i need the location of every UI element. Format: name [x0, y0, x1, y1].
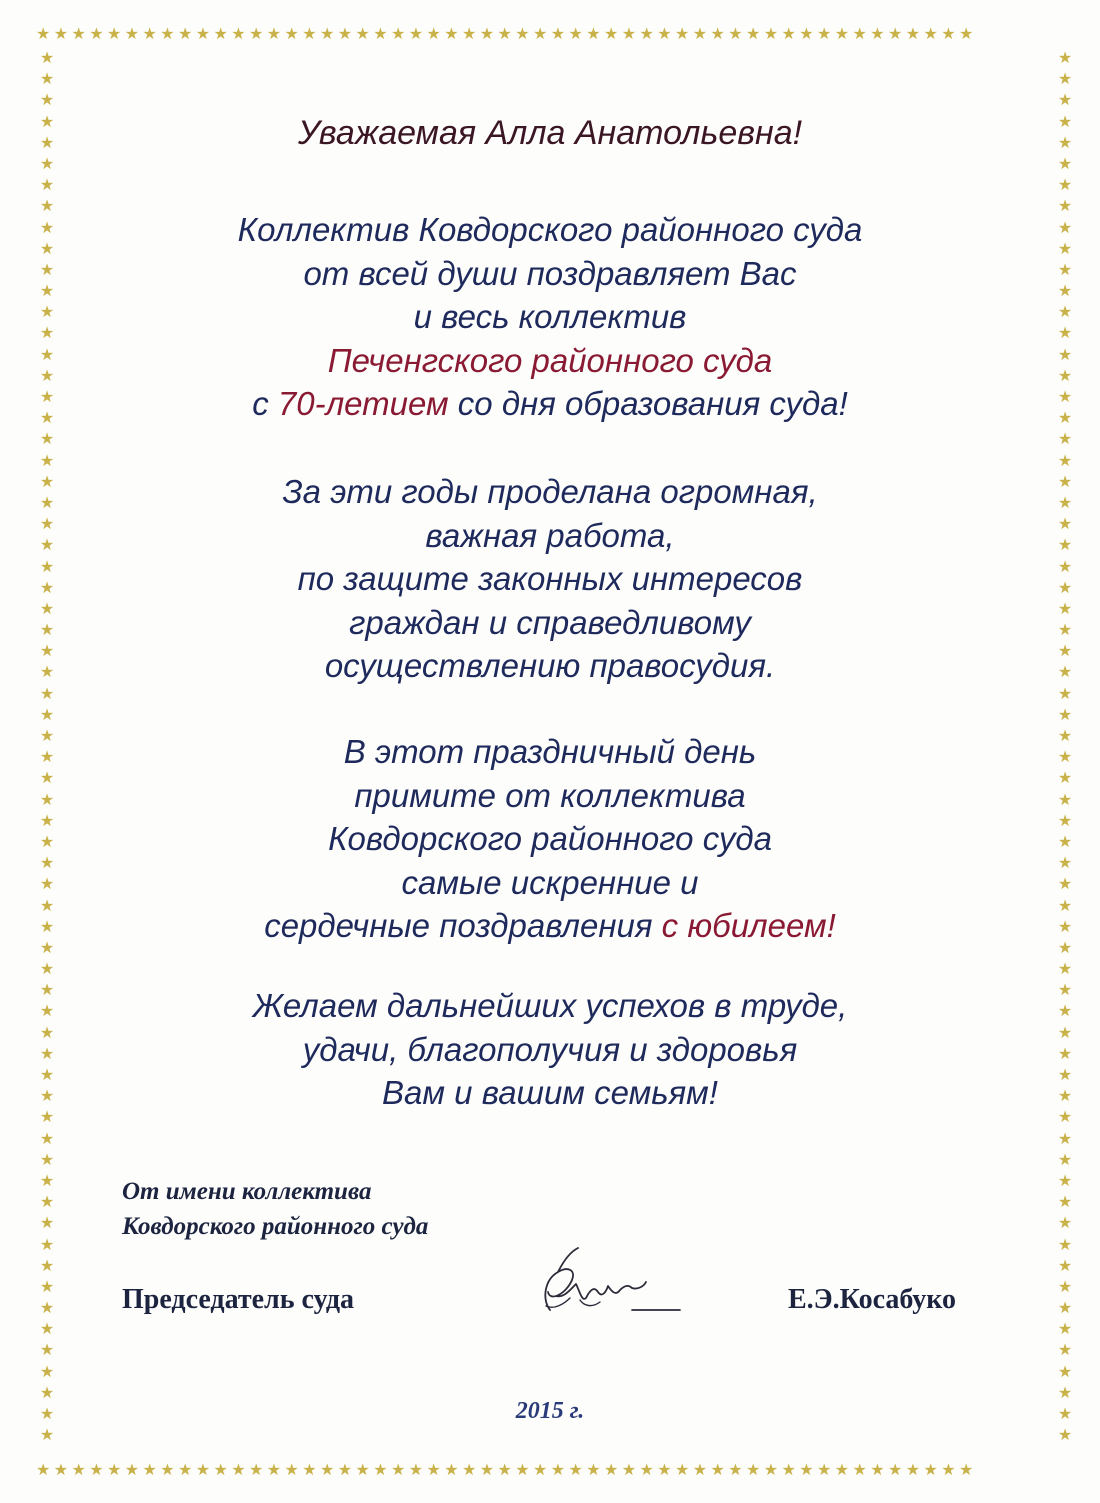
right-star-border [1056, 50, 1074, 1458]
star-icon: ★ [39, 50, 55, 67]
left-star-border [38, 50, 56, 1458]
star-icon: ★ [781, 26, 800, 42]
text-line-jubilee [120, 904, 980, 948]
text-line-anniversary [120, 382, 980, 426]
star-icon: ★ [1057, 980, 1073, 1000]
star-icon: ★ [39, 365, 55, 385]
text-line: За эти годы проделана огромная, [282, 473, 818, 510]
star-icon: ★ [533, 26, 551, 42]
star-icon: ★ [852, 1462, 871, 1478]
star-icon: ★ [195, 1462, 214, 1478]
star-icon: ★ [1057, 1001, 1073, 1021]
star-icon: ★ [1057, 1086, 1073, 1106]
star-icon: ★ [1057, 429, 1073, 449]
star-icon: ★ [1057, 937, 1073, 957]
star-icon: ★ [39, 789, 55, 809]
star-icon: ★ [1057, 132, 1073, 152]
top-star-border [36, 26, 1068, 42]
star-icon: ★ [39, 1255, 55, 1275]
text-line: важная работа, [425, 516, 675, 554]
star-icon: ★ [39, 535, 55, 555]
star-icon: ★ [39, 153, 55, 173]
star-icon: ★ [266, 1462, 285, 1478]
star-icon: ★ [195, 26, 214, 42]
star-icon: ★ [1057, 1043, 1073, 1063]
star-icon: ★ [39, 747, 55, 767]
star-icon: ★ [515, 1462, 533, 1478]
star-icon: ★ [142, 26, 161, 42]
star-icon: ★ [710, 26, 729, 42]
star-icon: ★ [888, 26, 906, 42]
star-icon: ★ [337, 1462, 356, 1478]
star-icon: ★ [355, 1462, 374, 1478]
chair-name: Е.Э.Косабуко [788, 1284, 957, 1315]
star-icon: ★ [1057, 344, 1073, 364]
star-icon: ★ [728, 26, 746, 42]
star-icon: ★ [621, 1462, 640, 1478]
text-line: осуществлению правосудия. [324, 647, 776, 684]
text-line: примите от коллектива [354, 776, 746, 814]
star-icon: ★ [639, 1462, 658, 1478]
star-icon: ★ [337, 26, 356, 42]
star-icon: ★ [53, 26, 72, 42]
star-icon: ★ [39, 1298, 55, 1318]
star-icon: ★ [746, 1462, 764, 1478]
star-icon: ★ [1057, 535, 1073, 555]
star-icon: ★ [39, 577, 55, 597]
anniversary-highlight: 70-летием [277, 385, 449, 422]
text-line: Желаем дальнейших успехов в труде, [252, 987, 848, 1024]
star-icon: ★ [533, 1462, 551, 1478]
text-line: и весь коллектив [413, 298, 687, 335]
star-icon: ★ [1057, 789, 1073, 809]
star-icon: ★ [1057, 450, 1073, 470]
star-icon: ★ [1057, 959, 1073, 979]
star-icon: ★ [39, 238, 55, 258]
star-icon: ★ [799, 26, 817, 42]
star-icon: ★ [1057, 1065, 1073, 1084]
star-icon: ★ [746, 26, 764, 42]
star-icon: ★ [1057, 895, 1073, 915]
star-icon: ★ [1057, 50, 1073, 67]
star-icon: ★ [1057, 196, 1073, 216]
star-icon: ★ [231, 1462, 249, 1478]
star-icon: ★ [1057, 1340, 1073, 1360]
bottom-star-border [36, 1462, 1068, 1478]
star-icon: ★ [905, 26, 924, 42]
star-icon: ★ [39, 1213, 55, 1233]
star-icon: ★ [1057, 1213, 1073, 1233]
star-icon: ★ [870, 1462, 888, 1478]
star-icon: ★ [39, 662, 55, 682]
handwritten-signature [520, 1240, 690, 1340]
star-icon: ★ [39, 980, 55, 1000]
star-icon: ★ [39, 1340, 55, 1360]
star-icon: ★ [1057, 365, 1073, 385]
greeting: Уважаемая Алла Анатольевна! [297, 114, 803, 152]
star-icon: ★ [124, 1462, 143, 1478]
star-icon: ★ [675, 1462, 693, 1478]
star-icon: ★ [39, 1001, 55, 1021]
star-icon: ★ [1057, 492, 1073, 512]
text-fragment: с [252, 385, 278, 422]
star-icon: ★ [39, 175, 55, 195]
text-line: В этот праздничный день [343, 733, 757, 770]
star-icon: ★ [497, 1462, 516, 1478]
star-icon: ★ [284, 1462, 303, 1478]
text-line: от всей души поздравляет Вас [303, 254, 797, 292]
star-icon: ★ [1057, 1276, 1073, 1296]
star-icon: ★ [213, 1462, 232, 1478]
paragraph-work [120, 470, 980, 688]
star-icon: ★ [1057, 1149, 1073, 1169]
star-icon: ★ [1057, 916, 1073, 936]
star-icon: ★ [39, 959, 55, 979]
star-icon: ★ [941, 1462, 959, 1478]
star-icon: ★ [355, 26, 374, 42]
text-fragment: со дня образования суда! [448, 385, 848, 422]
star-icon: ★ [39, 1276, 55, 1296]
star-icon: ★ [763, 26, 782, 42]
star-icon: ★ [1057, 747, 1073, 767]
paragraph-congratulation [120, 208, 980, 426]
star-icon: ★ [39, 1128, 55, 1148]
star-icon: ★ [39, 259, 55, 279]
star-icon: ★ [515, 26, 533, 42]
star-icon: ★ [39, 217, 55, 237]
star-icon: ★ [142, 1462, 161, 1478]
star-icon: ★ [1057, 471, 1073, 491]
star-icon: ★ [834, 1462, 853, 1478]
star-icon: ★ [391, 1462, 409, 1478]
star-icon: ★ [692, 26, 711, 42]
star-icon: ★ [1057, 853, 1073, 873]
star-icon: ★ [479, 26, 498, 42]
jubilee-highlight: с юбилеем! [661, 907, 836, 944]
star-icon: ★ [1057, 302, 1073, 322]
text-line: Коллектив Ковдорского районного суда [237, 211, 863, 248]
star-icon: ★ [39, 344, 55, 364]
star-icon: ★ [781, 1462, 800, 1478]
star-icon: ★ [89, 1462, 107, 1478]
star-icon: ★ [1057, 1192, 1073, 1212]
star-icon: ★ [39, 598, 55, 618]
star-icon: ★ [1057, 810, 1073, 830]
star-icon: ★ [639, 26, 658, 42]
star-icon: ★ [799, 1462, 817, 1478]
star-icon: ★ [36, 26, 54, 42]
star-icon: ★ [568, 26, 587, 42]
star-icon: ★ [320, 1462, 338, 1478]
star-icon: ★ [621, 26, 640, 42]
star-icon: ★ [1057, 408, 1073, 428]
star-icon: ★ [1057, 323, 1073, 343]
star-icon: ★ [39, 196, 55, 216]
star-icon: ★ [1057, 831, 1073, 851]
star-icon: ★ [231, 26, 249, 42]
star-icon: ★ [1057, 577, 1073, 597]
star-icon: ★ [1057, 1255, 1073, 1275]
star-icon: ★ [959, 1462, 977, 1478]
star-icon: ★ [1057, 683, 1073, 703]
star-icon: ★ [1057, 1319, 1073, 1339]
star-icon: ★ [905, 1462, 924, 1478]
star-icon: ★ [1057, 641, 1073, 661]
star-icon: ★ [39, 1404, 55, 1423]
star-icon: ★ [1057, 620, 1073, 640]
star-icon: ★ [479, 1462, 498, 1478]
star-icon: ★ [1057, 704, 1073, 724]
text-fragment: сердечные поздравления [264, 907, 662, 944]
star-icon: ★ [320, 26, 338, 42]
star-icon: ★ [657, 26, 675, 42]
star-icon: ★ [39, 937, 55, 957]
star-icon: ★ [39, 323, 55, 343]
star-icon: ★ [888, 1462, 906, 1478]
star-icon: ★ [391, 26, 409, 42]
star-icon: ★ [266, 26, 285, 42]
star-icon: ★ [39, 895, 55, 915]
star-icon: ★ [1057, 1107, 1073, 1127]
star-icon: ★ [763, 1462, 782, 1478]
star-icon: ★ [941, 26, 959, 42]
star-icon: ★ [444, 1462, 462, 1478]
star-icon: ★ [160, 1462, 178, 1478]
star-icon: ★ [1057, 1425, 1073, 1445]
text-line-court-name: Печенгского районного суда [327, 341, 773, 379]
star-icon: ★ [39, 1425, 55, 1445]
star-icon: ★ [1057, 1128, 1073, 1148]
star-icon: ★ [710, 1462, 729, 1478]
star-icon: ★ [39, 111, 55, 131]
text-line: удачи, благополучия и здоровья [302, 1030, 798, 1068]
year: 2015 г. [515, 1398, 585, 1424]
star-icon: ★ [444, 26, 462, 42]
star-icon: ★ [39, 429, 55, 449]
star-icon: ★ [462, 1462, 480, 1478]
star-icon: ★ [870, 26, 888, 42]
star-icon: ★ [817, 1462, 835, 1478]
star-icon: ★ [675, 26, 693, 42]
star-icon: ★ [1057, 598, 1073, 618]
star-icon: ★ [408, 1462, 427, 1478]
star-icon: ★ [39, 683, 55, 703]
star-icon: ★ [426, 1462, 445, 1478]
star-icon: ★ [39, 1149, 55, 1169]
star-icon: ★ [178, 26, 196, 42]
star-icon: ★ [39, 492, 55, 512]
star-icon: ★ [178, 1462, 196, 1478]
star-icon: ★ [39, 620, 55, 640]
chair-title: Председатель суда [122, 1284, 354, 1315]
star-icon: ★ [160, 26, 178, 42]
text-line: граждан и справедливому [349, 603, 751, 641]
star-icon: ★ [213, 26, 232, 42]
star-icon: ★ [39, 641, 55, 661]
star-icon: ★ [39, 704, 55, 724]
star-icon: ★ [1057, 874, 1073, 894]
star-icon: ★ [39, 1382, 55, 1402]
star-icon: ★ [1057, 387, 1073, 406]
star-icon: ★ [107, 1462, 125, 1478]
star-icon: ★ [302, 26, 320, 42]
star-icon: ★ [1057, 556, 1073, 576]
star-icon: ★ [39, 450, 55, 470]
star-icon: ★ [1057, 514, 1073, 534]
star-icon: ★ [39, 831, 55, 851]
star-icon: ★ [852, 26, 871, 42]
text-line: Ковдорского районного суда [328, 820, 772, 857]
star-icon: ★ [550, 26, 569, 42]
star-icon: ★ [39, 1234, 55, 1254]
star-icon: ★ [959, 26, 977, 42]
star-icon: ★ [604, 1462, 622, 1478]
star-icon: ★ [39, 1361, 55, 1381]
star-icon: ★ [53, 1462, 72, 1478]
star-icon: ★ [302, 1462, 320, 1478]
star-icon: ★ [462, 26, 480, 42]
star-icon: ★ [39, 1170, 55, 1190]
text-line: Вам и вашим семьям! [382, 1074, 718, 1111]
paragraph-holiday [120, 730, 980, 948]
star-icon: ★ [39, 853, 55, 873]
star-icon: ★ [1057, 153, 1073, 173]
star-icon: ★ [107, 26, 125, 42]
text-line: самые искренние и [401, 863, 699, 901]
star-icon: ★ [1057, 217, 1073, 237]
text-line: по защите законных интересов [297, 560, 803, 597]
star-icon: ★ [923, 26, 942, 42]
star-icon: ★ [1057, 768, 1073, 788]
star-icon: ★ [1057, 662, 1073, 682]
star-icon: ★ [426, 26, 445, 42]
star-icon: ★ [1057, 1022, 1073, 1042]
star-icon: ★ [39, 726, 55, 745]
star-icon: ★ [39, 1086, 55, 1106]
star-icon: ★ [1057, 1170, 1073, 1190]
star-icon: ★ [1057, 726, 1073, 745]
star-icon: ★ [39, 916, 55, 936]
star-icon: ★ [497, 26, 516, 42]
star-icon: ★ [1057, 111, 1073, 131]
star-icon: ★ [39, 1319, 55, 1339]
star-icon: ★ [568, 1462, 587, 1478]
star-icon: ★ [1057, 1361, 1073, 1381]
star-icon: ★ [1057, 1382, 1073, 1402]
star-icon: ★ [39, 302, 55, 322]
star-icon: ★ [39, 471, 55, 491]
star-icon: ★ [550, 1462, 569, 1478]
star-icon: ★ [39, 1022, 55, 1042]
on-behalf-line: Ковдорского районного суда [122, 1213, 429, 1240]
star-icon: ★ [39, 1192, 55, 1212]
star-icon: ★ [89, 26, 107, 42]
star-icon: ★ [71, 26, 90, 42]
star-icon: ★ [1057, 238, 1073, 258]
star-icon: ★ [604, 26, 622, 42]
star-icon: ★ [408, 26, 427, 42]
paragraph-wishes [120, 984, 980, 1115]
star-icon: ★ [1057, 1234, 1073, 1254]
star-icon: ★ [124, 26, 143, 42]
star-icon: ★ [834, 26, 853, 42]
star-icon: ★ [586, 1462, 604, 1478]
star-icon: ★ [1057, 1404, 1073, 1423]
star-icon: ★ [39, 69, 55, 89]
star-icon: ★ [39, 387, 55, 406]
star-icon: ★ [39, 514, 55, 534]
star-icon: ★ [39, 768, 55, 788]
star-icon: ★ [657, 1462, 675, 1478]
star-icon: ★ [1057, 175, 1073, 195]
star-icon: ★ [586, 26, 604, 42]
star-icon: ★ [39, 1065, 55, 1084]
star-icon: ★ [1057, 1298, 1073, 1318]
star-icon: ★ [728, 1462, 746, 1478]
star-icon: ★ [71, 1462, 90, 1478]
star-icon: ★ [817, 26, 835, 42]
star-icon: ★ [39, 1043, 55, 1063]
star-icon: ★ [39, 1107, 55, 1127]
star-icon: ★ [39, 874, 55, 894]
star-icon: ★ [923, 1462, 942, 1478]
star-icon: ★ [1057, 259, 1073, 279]
star-icon: ★ [36, 1462, 54, 1478]
star-icon: ★ [39, 408, 55, 428]
star-icon: ★ [39, 556, 55, 576]
on-behalf-line: От имени коллектива [122, 1178, 372, 1205]
star-icon: ★ [1057, 90, 1073, 110]
on-behalf-of [122, 1174, 428, 1244]
star-icon: ★ [249, 26, 267, 42]
star-icon: ★ [39, 90, 55, 110]
star-icon: ★ [249, 1462, 267, 1478]
star-icon: ★ [39, 810, 55, 830]
star-icon: ★ [692, 1462, 711, 1478]
star-icon: ★ [39, 281, 55, 301]
star-icon: ★ [373, 26, 391, 42]
star-icon: ★ [284, 26, 303, 42]
star-icon: ★ [1057, 69, 1073, 89]
star-icon: ★ [39, 132, 55, 152]
star-icon: ★ [1057, 281, 1073, 301]
star-icon: ★ [373, 1462, 391, 1478]
